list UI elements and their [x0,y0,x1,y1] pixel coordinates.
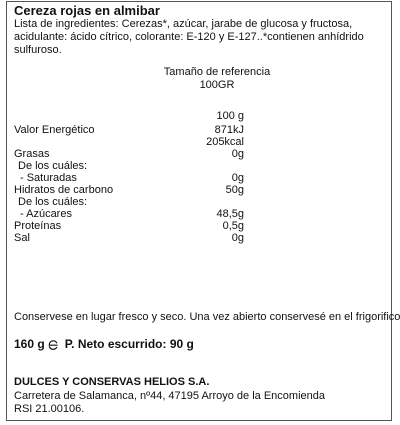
storage-instructions: Conservese en lugar fresco y seco. Una vez abierto conservesé en el frigorifico [14,311,400,323]
nutrition-value: 0g [231,172,244,184]
nutrition-value: 0,5g [222,220,244,232]
company-rsi: RSI 21.00106. [14,403,85,415]
net-weight: 160 g [14,337,45,351]
nutrition-label: Sal [14,232,30,244]
drained-weight: P. Neto escurrido: 90 g [64,337,194,351]
product-label [6,1,400,421]
ingredients-list [14,18,389,57]
nutrition-value: 48,5g [216,208,244,220]
nutrition-label: - Saturadas [20,172,77,184]
reference-size-value: 100GR [199,79,235,91]
nutrition-value: 0g [231,148,244,160]
nutrition-label: Proteínas [14,220,62,232]
nutrition-label: Hidratos de carbono [14,184,114,196]
nutrition-label: - Azúcares [20,208,72,220]
company-name: DULCES Y CONSERVAS HELIOS S.A. [14,376,210,388]
ingredients-line-1: Lista de ingredientes: Cerezas*, azúcar, jarabe de glucosa y fructosa, [14,18,353,30]
nutrition-row [14,110,244,123]
nutrition-label: Valor Energético [14,124,95,136]
nutrition-row [14,232,244,245]
nutrition-value: 0g [231,232,244,244]
product-title: Cereza rojas en almibar [14,3,160,18]
nutrition-value: 205kcal [206,136,244,148]
nutrition-value: 50g [225,184,244,196]
nutrition-value: 871kJ [214,124,244,136]
nutrition-label: De los cuáles: [18,196,88,208]
ingredients-line-2: acidulante: ácido cítrico, colorante: E-120 y E-127..*contienen anhídrido [14,31,364,43]
weights-line [14,337,194,352]
company-address: Carretera de Salamanca, nº44, 47195 Arroyo de la Encomienda [14,390,325,402]
reference-size-label: Tamaño de referencia [163,66,271,78]
ingredients-line-3: sulfuroso. [14,44,62,56]
estimated-sign-icon [47,339,59,351]
nutrition-value: 100 g [216,110,244,122]
nutrition-label: Grasas [14,148,50,160]
nutrition-label: De los cuáles: [18,160,88,172]
